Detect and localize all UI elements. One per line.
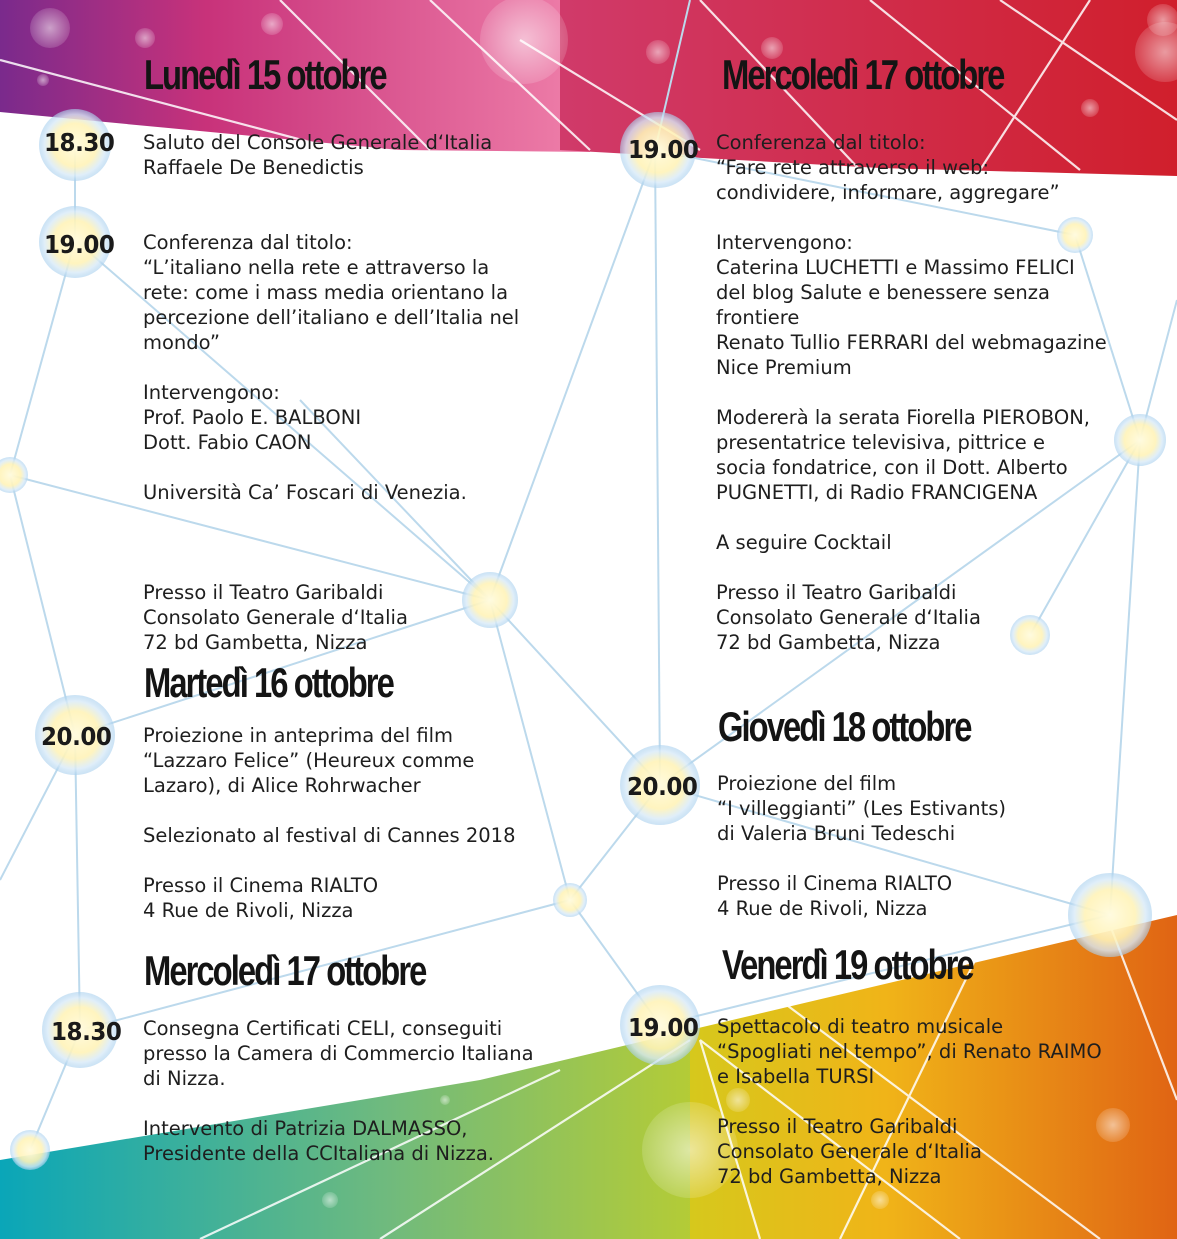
event-details	[717, 771, 1177, 921]
event-text-line: “Lazzaro Felice” (Heureux comme	[143, 749, 475, 772]
event-text-line: Intervengono:	[143, 381, 280, 404]
event-text-line: presso la Camera di Commercio Italiana	[143, 1042, 534, 1065]
event-details	[717, 1014, 1177, 1189]
event-text-line: Proiezione in anteprima del film	[143, 724, 454, 747]
event-text-line: Conferenza dal titolo:	[143, 231, 353, 254]
event-text-line: Università Ca’ Foscari di Venezia.	[143, 481, 467, 504]
event-text-line: Consolato Generale d‘Italia	[716, 606, 981, 629]
event-time: 18.30	[44, 128, 115, 157]
event-time: 19.00	[44, 230, 115, 259]
event-text-line: Presidente della CCItaliana di Nizza.	[143, 1142, 494, 1165]
event-text-line: condividere, informare, aggregare”	[716, 181, 1060, 204]
event-text-line: percezione dell’italiano e dell’Italia nel	[143, 306, 520, 329]
event-text-line: mondo”	[143, 331, 221, 354]
event-text-line: “Fare rete attraverso il web:	[716, 156, 990, 179]
event-text-line: di Valeria Bruni Tedeschi	[717, 822, 956, 845]
event-text-line: Selezionato al festival di Cannes 2018	[143, 824, 516, 847]
event-text-line: 72 bd Gambetta, Nizza	[716, 631, 941, 654]
event-details	[716, 130, 1176, 655]
event-text-line: frontiere	[716, 306, 800, 329]
event-text-line: Lazaro), di Alice Rohrwacher	[143, 774, 421, 797]
event-text-line: Intervengono:	[716, 231, 853, 254]
event-text-line: Prof. Paolo E. BALBONI	[143, 406, 362, 429]
event-time: 19.00	[628, 1013, 699, 1042]
day-heading-friday: Venerdì 19 ottobre	[722, 941, 973, 988]
day-heading-tuesday: Martedì 16 ottobre	[144, 659, 393, 706]
event-text-line: Consolato Generale d‘Italia	[143, 606, 408, 629]
event-text-line: “I villeggianti” (Les Estivants)	[717, 797, 1006, 820]
event-time: 20.00	[627, 772, 698, 801]
event-text-line: Presso il Teatro Garibaldi	[716, 581, 957, 604]
event-details	[143, 1016, 603, 1166]
event-text-line: socia fondatrice, con il Dott. Alberto	[716, 456, 1068, 479]
event-time: 18.30	[51, 1017, 122, 1046]
event-text-line: Conferenza dal titolo:	[716, 131, 926, 154]
event-text-line: “Spogliati nel tempo”, di Renato RAIMO	[717, 1040, 1102, 1063]
event-text-line: Caterina LUCHETTI e Massimo FELICI	[716, 256, 1075, 279]
event-text-line: “L’italiano nella rete e attraverso la	[143, 256, 490, 279]
event-time: 20.00	[41, 722, 112, 751]
event-text-line: Presso il Teatro Garibaldi	[143, 581, 384, 604]
day-heading-monday: Lunedì 15 ottobre	[144, 51, 386, 98]
day-heading-wednesday: Mercoledì 17 ottobre	[722, 51, 1004, 98]
event-text-line: 4 Rue de Rivoli, Nizza	[143, 899, 354, 922]
event-text-line: 4 Rue de Rivoli, Nizza	[717, 897, 928, 920]
event-text-line: Modererà la serata Fiorella PIEROBON,	[716, 406, 1090, 429]
event-text-line: e Isabella TURSI	[717, 1065, 875, 1088]
day-heading-thursday: Giovedì 18 ottobre	[718, 703, 971, 750]
event-details	[143, 230, 603, 655]
event-text-line: di Nizza.	[143, 1067, 226, 1090]
event-text-line: 72 bd Gambetta, Nizza	[717, 1165, 942, 1188]
event-text-line: Presso il Teatro Garibaldi	[717, 1115, 958, 1138]
event-text-line: Consegna Certificati CELI, conseguiti	[143, 1017, 503, 1040]
event-text-line: 72 bd Gambetta, Nizza	[143, 631, 368, 654]
event-text-line: Consolato Generale d‘Italia	[717, 1140, 982, 1163]
event-text-line: Proiezione del film	[717, 772, 897, 795]
event-text-line: Intervento di Patrizia DALMASSO,	[143, 1117, 468, 1140]
event-text-line: Dott. Fabio CAON	[143, 431, 312, 454]
event-details	[143, 130, 603, 180]
event-text-line: PUGNETTI, di Radio FRANCIGENA	[716, 481, 1038, 504]
event-text-line: Presso il Cinema RIALTO	[717, 872, 953, 895]
day-heading-wednesday: Mercoledì 17 ottobre	[144, 947, 426, 994]
event-text-line: Saluto del Console Generale d‘Italia	[143, 131, 493, 154]
event-details	[143, 723, 603, 923]
event-text-line: presentatrice televisiva, pittrice e	[716, 431, 1045, 454]
event-text-line: A seguire Cocktail	[716, 531, 892, 554]
event-text-line: Raffaele De Benedictis	[143, 156, 364, 179]
event-text-line: Presso il Cinema RIALTO	[143, 874, 379, 897]
event-text-line: Renato Tullio FERRARI del webmagazine	[716, 331, 1107, 354]
event-text-line	[143, 530, 603, 555]
event-text-line: rete: come i mass media orientano la	[143, 281, 509, 304]
event-text-line: Nice Premium	[716, 356, 852, 379]
event-text-line: Spettacolo di teatro musicale	[717, 1015, 1004, 1038]
event-text-line: del blog Salute e benessere senza	[716, 281, 1050, 304]
event-time: 19.00	[628, 135, 699, 164]
